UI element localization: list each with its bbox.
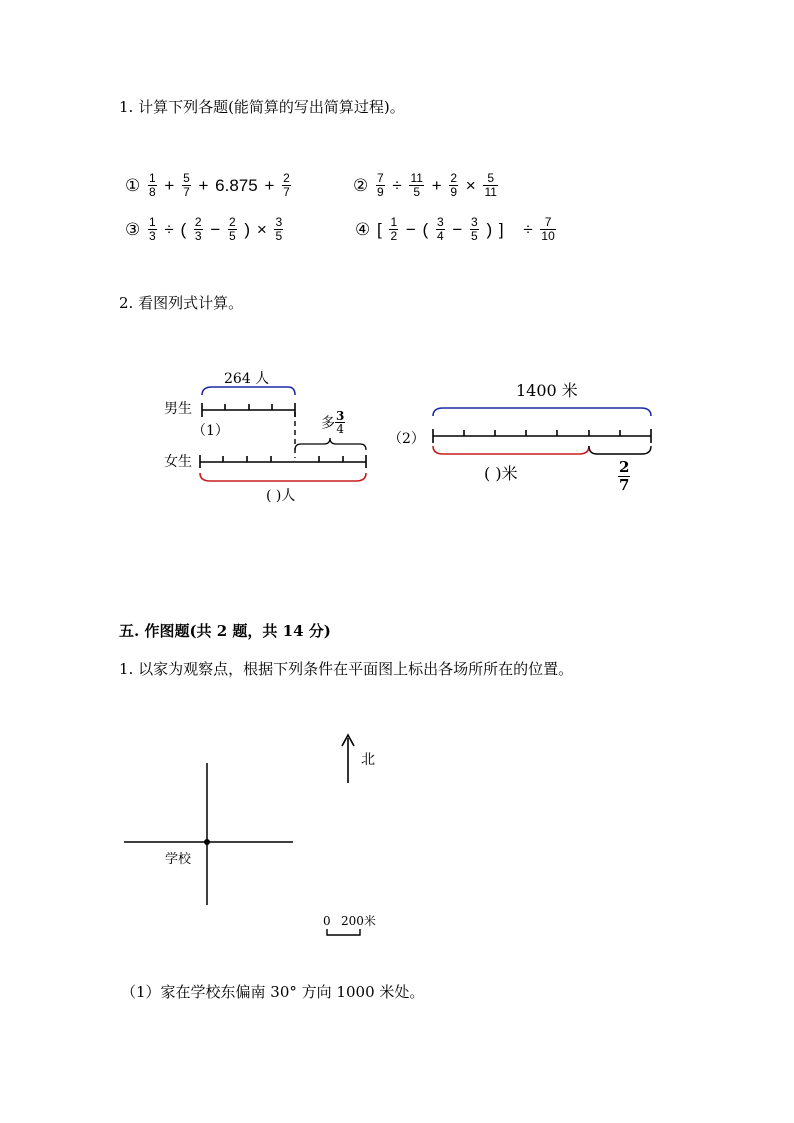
left-bracket: [ xyxy=(376,219,382,239)
problem-number: ④ xyxy=(355,219,371,239)
scale-length-label: 200米 xyxy=(341,914,376,928)
fraction: $\frac{5}{11}$ xyxy=(484,171,497,199)
fraction: $\frac{2}{5}$ xyxy=(228,215,236,243)
fraction: $\frac{1}{2}$ xyxy=(390,215,398,243)
total-length-label: 1400 米 xyxy=(516,381,578,400)
fraction: $\frac{11}{5}$ xyxy=(410,171,423,199)
unknown-part-brace xyxy=(433,446,589,454)
fraction: $\frac{3}{5}$ xyxy=(471,215,478,243)
length-segment xyxy=(433,429,651,443)
q2-title: 2. 看图列式计算。 xyxy=(119,294,244,312)
fraction: $\frac{7}{9}$ xyxy=(376,171,384,199)
fraction: $\frac{1}{8}$ xyxy=(148,171,156,199)
north-label: 北 xyxy=(361,752,375,768)
girls-total-brace xyxy=(200,473,366,481)
fraction: $\frac{1}{3}$ xyxy=(148,215,156,243)
scale-zero-label: 0 xyxy=(323,914,331,928)
more-brace xyxy=(295,438,366,450)
section5-item1: （1）家在学校东偏南 30° 方向 1000 米处。 xyxy=(121,983,425,1001)
operator: + xyxy=(198,175,209,195)
diagram1-number: （1） xyxy=(192,423,229,439)
right-paren: ) xyxy=(244,219,251,239)
school-point xyxy=(204,839,210,845)
section5-q1-title: 1. 以家为观察点，根据下列条件在平面图上标出各场所所在的位置。 xyxy=(119,660,574,678)
problem-number: ① xyxy=(125,175,141,195)
fraction: $\frac{7}{10}$ xyxy=(541,215,555,243)
operator: ÷ xyxy=(164,219,174,239)
operator: − xyxy=(452,219,463,239)
section-heading: 五. 作图题(共 2 题，共 14 分) xyxy=(119,622,331,640)
operator: + xyxy=(164,175,175,195)
left-paren: ( xyxy=(180,219,187,239)
right-bracket: ] xyxy=(498,219,504,239)
operator: × xyxy=(465,175,476,195)
right-paren: ) xyxy=(486,219,493,239)
fraction: $\frac{3}{5}$ xyxy=(275,215,283,243)
operator: ÷ xyxy=(392,175,402,195)
left-paren: ( xyxy=(422,219,429,239)
fraction: $\frac{2}{7}$ xyxy=(283,171,290,199)
decimal-value: 6.875 xyxy=(215,175,258,195)
diagram2-number: （2） xyxy=(388,431,425,447)
fraction: $\frac{2}{3}$ xyxy=(194,215,202,243)
fraction: $\frac{2}{9}$ xyxy=(450,171,458,199)
operator: − xyxy=(210,219,221,239)
boys-total-brace xyxy=(202,387,295,395)
scale-bar xyxy=(327,929,360,935)
boys-total-label: 264 人 xyxy=(224,371,270,387)
girls-answer-blank: ( )人 xyxy=(266,488,296,504)
problem-number: ③ xyxy=(125,219,141,239)
boys-label: 男生 xyxy=(164,401,192,417)
girls-label: 女生 xyxy=(164,454,192,470)
operator: + xyxy=(264,175,275,195)
q1-title: 1. 计算下列各题(能简算的写出简算过程)。 xyxy=(119,98,405,116)
fraction-part-label: $\frac{2}{7}$ xyxy=(619,458,630,494)
operator: − xyxy=(405,219,416,239)
operator: × xyxy=(256,219,267,239)
fraction: $\frac{5}{7}$ xyxy=(183,171,190,199)
total-length-brace xyxy=(433,408,651,416)
boys-segment xyxy=(202,403,295,417)
school-label: 学校 xyxy=(165,852,192,867)
girls-segment xyxy=(200,455,366,468)
fraction: $\frac{3}{4}$ xyxy=(436,215,444,243)
problem-number: ② xyxy=(353,175,369,195)
fraction-part-brace xyxy=(589,446,651,454)
operator: + xyxy=(431,175,442,195)
more-label: 多 $\frac{3}{4}$ xyxy=(321,409,345,436)
operator: ÷ xyxy=(523,219,533,239)
unknown-part-answer-blank: ( )米 xyxy=(484,464,518,483)
